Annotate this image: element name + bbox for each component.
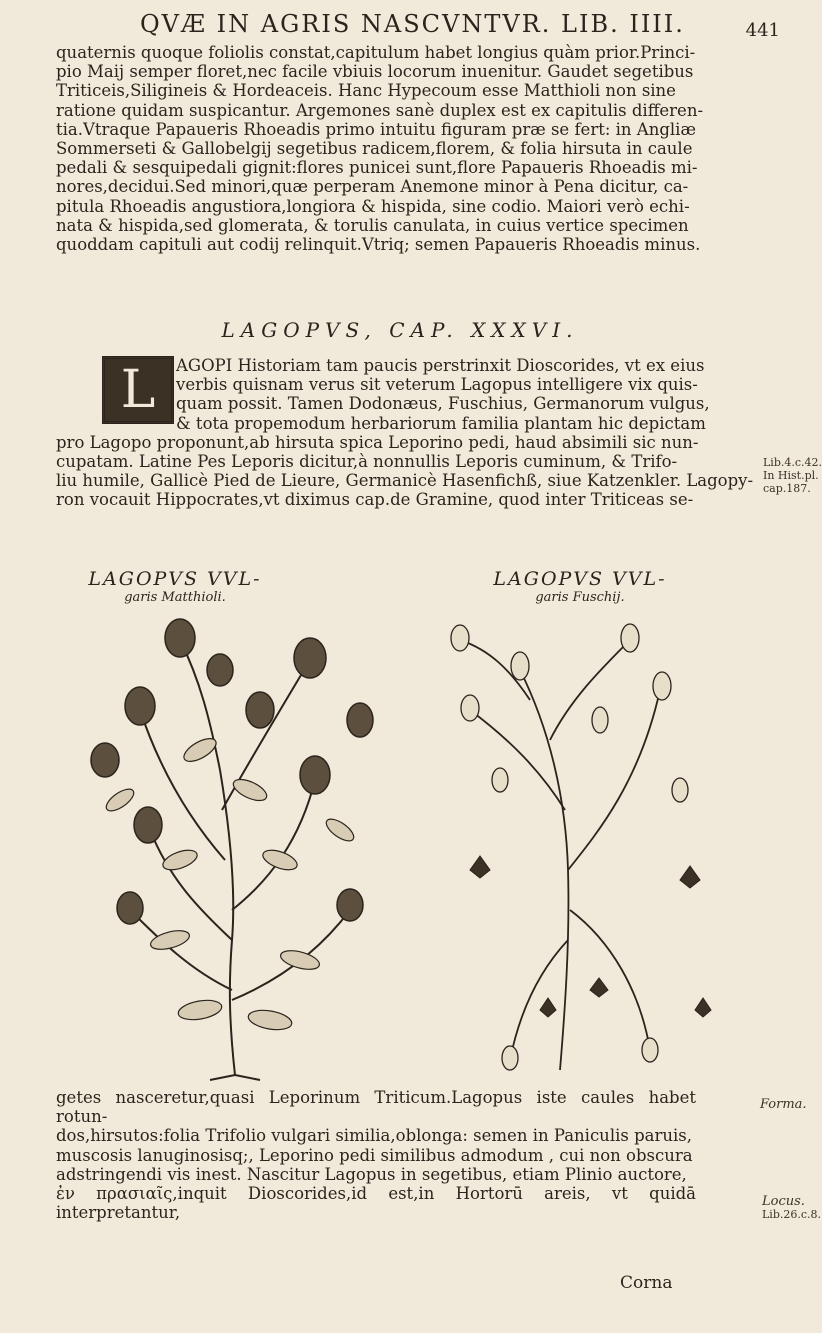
page-header <box>140 10 780 46</box>
margin-note-reference <box>763 456 822 495</box>
text-line: adstringendi vis inest. Nascitur Lagopus in segetibus, etiam Plinio auctore, <box>56 1164 687 1184</box>
page-number: 441 <box>745 20 780 41</box>
caption-title: LAGOPVS VVL- <box>493 568 667 590</box>
text-line: pitula Rhoeadis angustiora,longiora & hispida, sine codio. Maiori verò echi- <box>56 196 690 216</box>
text-line: quam possit. Tamen Dodonæus, Fuschius, Germanorum vulgus, <box>176 394 710 414</box>
text-line: ratione quidam suspicantur. Argemones sanè duplex est ex capitulis differen- <box>56 100 704 120</box>
text-line: AGOPI Historiam tam paucis perstrinxit Dioscorides, vt ex eius <box>176 356 705 375</box>
running-title: QVÆ IN AGRIS NASCVNTVR. LIB. IIII. <box>140 10 685 38</box>
text-line: ron vocauit Hippocrates,vt diximus cap.de Gramine, quod inter Triticeas se- <box>56 490 694 510</box>
text-line: pedali & sesquipedali gignit:flores punicei sunt,flore Papaueris Rhoeadis mi- <box>56 158 698 178</box>
text-line: pio Maij semper floret,nec facile vbiuis locorum inuenitur. Gaudet segetibus <box>56 62 694 82</box>
figure-caption-matthioli <box>60 568 290 605</box>
text-line: dos,hirsutos:folia Trifolio vulgari similia,oblonga: semen in Paniculis paruis, <box>56 1126 692 1146</box>
margin-line: Lib.26.c.8. <box>762 1208 822 1221</box>
text-line: nata & hispida,sed glomerata, & torulis canulata, in cuius vertice specimen <box>56 215 689 235</box>
caption-title: LAGOPVS VVL- <box>88 568 262 590</box>
catchword: Corna <box>620 1273 673 1293</box>
figure-caption-fuschij <box>430 568 730 605</box>
text-line: tia.Vtraque Papaueris Rhoeadis primo intuitu figuram præ se fert: in Angliæ <box>56 119 696 139</box>
text-line: verbis quisnam verus sit veterum Lagopus intelligere vix quis- <box>176 375 698 395</box>
text-line: nores,decidui.Sed minori,quæ perperam Anemone minor à Pena dicitur, ca- <box>56 177 689 197</box>
caption-subtitle: garis Fuschij. <box>535 590 625 605</box>
woodcut-lagopus-matthioli <box>60 610 400 1080</box>
text-line: quaternis quoque foliolis constat,capitulum habet longius quàm prior.Princi- <box>56 43 696 62</box>
text-line: ἐν πρασιαῖς,inquit Dioscorides,id est,in Hortorū areis, vt quidā interpretantur, <box>56 1184 696 1223</box>
bottom-paragraph <box>56 1088 696 1222</box>
margin-line: Locus. <box>762 1194 805 1209</box>
margin-note-locus <box>762 1195 821 1221</box>
woodcut-lagopus-fuschij <box>440 610 730 1080</box>
text-line: & tota propemodum herbariorum familia plantam hic depictam <box>176 413 706 433</box>
margin-line: Lib.4.c.42. <box>763 456 822 469</box>
text-line: cupatam. Latine Pes Leporis dicitur,à nonnullis Leporis cuminum, & Trifo- <box>56 452 678 472</box>
text-line: Sommerseti & Gallobelgij segetibus radicem,florem, & folia hirsuta in caule <box>56 139 693 159</box>
text-line: Triticeis,Siligineis & Hordeaceis. Hanc Hypecoum esse Matthioli non sine <box>56 81 676 101</box>
text-line: getes nasceretur,quasi Leporinum Triticum.Lagopus iste caules habet rotun- <box>56 1088 696 1127</box>
text-line: liu humile, Gallicè Pied de Lieure, Germanicè Hasenfichß, siue Katzenkler. Lagopy- <box>56 471 754 491</box>
margin-line: cap.187. <box>763 482 811 495</box>
text-line: quoddam capituli aut codij relinquit.Vtriq; semen Papaueris Rhoeadis minus. <box>56 235 701 255</box>
top-paragraph <box>56 43 756 254</box>
decorated-initial: L <box>102 356 174 424</box>
chapter-title: LAGOPVS, CAP. XXXVI. <box>221 318 579 342</box>
margin-note-forma: Forma. <box>760 1097 807 1112</box>
text-line: muscosis lanuginosisq;, Leporino pedi similibus admodum , cui non obscura <box>56 1145 693 1165</box>
caption-subtitle: garis Matthioli. <box>124 590 226 605</box>
margin-line: In Hist.pl. <box>763 469 819 482</box>
text-line: pro Lagopo proponunt,ab hirsuta spica Leporino pedi, haud absimili sic nun- <box>56 432 699 452</box>
